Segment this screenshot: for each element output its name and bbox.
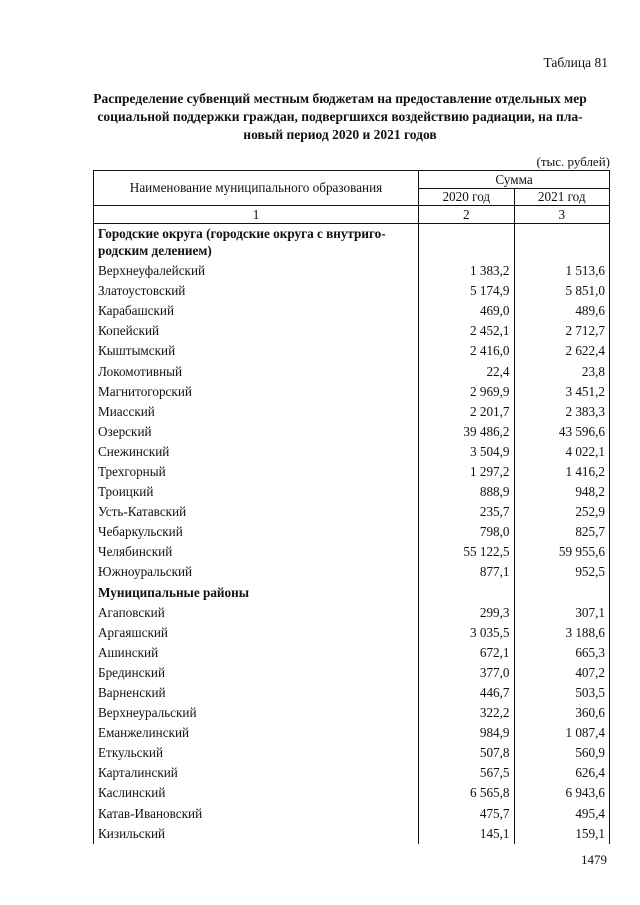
value-2021: 1 416,2 [514,462,609,482]
section-heading: Муниципальные районы [94,583,419,603]
value-2020: 2 201,7 [419,402,514,422]
value-2020: 984,9 [419,723,514,743]
title-line: новый период 2020 и 2021 годов [243,127,437,142]
value-2021: 4 022,1 [514,442,609,462]
table-row [94,603,610,623]
municipality-name: Каслинский [94,783,419,803]
value-2020: 567,5 [419,763,514,783]
value-2021: 3 188,6 [514,623,609,643]
value-2021: 2 383,3 [514,402,609,422]
subvention-table [93,170,610,844]
table-row [94,783,610,803]
table-row [94,703,610,723]
value-2021: 948,2 [514,482,609,502]
value-2020: 1 297,2 [419,462,514,482]
municipality-name: Чебаркульский [94,522,419,542]
page-number: 1479 [581,852,607,867]
table-row [94,502,610,522]
value-2021: 5 851,0 [514,281,609,301]
header-year-2021: 2021 год [514,189,609,206]
value-2020: 145,1 [419,824,514,844]
value-2020: 2 452,1 [419,321,514,341]
value-2020: 672,1 [419,643,514,663]
value-2020: 39 486,2 [419,422,514,442]
value-2020: 22,4 [419,361,514,381]
table-row [94,542,610,562]
municipality-name: Агаповский [94,603,419,623]
table-row [94,341,610,361]
value-2021: 407,2 [514,663,609,683]
value-2020: 798,0 [419,522,514,542]
value-2021: 503,5 [514,683,609,703]
municipality-name: Кыштымский [94,341,419,361]
value-2021: 6 943,6 [514,783,609,803]
value-2020: 299,3 [419,603,514,623]
table-row [94,623,610,643]
table-row [94,663,610,683]
value-2020: 6 565,8 [419,783,514,803]
value-2020: 877,1 [419,562,514,582]
section-heading-line: родским делением) [98,243,212,258]
table-row [94,824,610,844]
municipality-name: Кизильский [94,824,419,844]
value-2020: 5 174,9 [419,281,514,301]
table-row [94,804,610,824]
value-2020: 888,9 [419,482,514,502]
table-row [94,422,610,442]
value-2021: 495,4 [514,804,609,824]
value-2021: 489,6 [514,301,609,321]
table-row [94,382,610,402]
value-2021: 2 622,4 [514,341,609,361]
title-line: Распределение субвенций местным бюджетам на предоставление отдельных мер [93,91,587,106]
value-2021: 560,9 [514,743,609,763]
value-2020: 475,7 [419,804,514,824]
municipality-name: Катав-Ивановский [94,804,419,824]
section-heading [94,224,419,262]
section-heading-line: Городские округа (городские округа с внутриго- [98,226,386,241]
value-2020: 3 035,5 [419,623,514,643]
municipality-name: Троицкий [94,482,419,502]
value-2021: 1 087,4 [514,723,609,743]
column-number: 1 [94,206,419,224]
table-row [94,301,610,321]
header-name: Наименование муниципального образования [94,171,419,206]
municipality-name: Копейский [94,321,419,341]
municipality-name: Верхнеуфалейский [94,261,419,281]
municipality-name: Златоустовский [94,281,419,301]
municipality-name: Еткульский [94,743,419,763]
value-2021: 665,3 [514,643,609,663]
value-2021: 825,7 [514,522,609,542]
municipality-name: Карабашский [94,301,419,321]
column-number: 3 [514,206,609,224]
municipality-name: Миасский [94,402,419,422]
value-2020: 55 122,5 [419,542,514,562]
value-2021: 360,6 [514,703,609,723]
value-2021: 626,4 [514,763,609,783]
value-2020: 235,7 [419,502,514,522]
document-title [70,90,610,144]
value-2020: 322,2 [419,703,514,723]
value-2020: 507,8 [419,743,514,763]
municipality-name: Снежинский [94,442,419,462]
municipality-name: Еманжелинский [94,723,419,743]
municipality-name: Озерский [94,422,419,442]
value-2021: 159,1 [514,824,609,844]
value-2020: 2 969,9 [419,382,514,402]
municipality-name: Усть-Катавский [94,502,419,522]
value-2020: 3 504,9 [419,442,514,462]
municipality-name: Брединский [94,663,419,683]
table-body [94,224,610,844]
value-2021: 952,5 [514,562,609,582]
table-row [94,361,610,381]
municipality-name: Верхнеуральский [94,703,419,723]
value-2021: 252,9 [514,502,609,522]
table-row [94,763,610,783]
column-number: 2 [419,206,514,224]
municipality-name: Варненский [94,683,419,703]
value-2021: 59 955,6 [514,542,609,562]
table-header [94,171,610,224]
table-row [94,482,610,502]
value-2021: 2 712,7 [514,321,609,341]
section-row [94,224,610,262]
municipality-name: Трехгорный [94,462,419,482]
municipality-name: Локомотивный [94,361,419,381]
municipality-name: Южноуральский [94,562,419,582]
municipality-name: Челябинский [94,542,419,562]
value-2020: 469,0 [419,301,514,321]
municipality-name: Карталинский [94,763,419,783]
table-row [94,743,610,763]
value-2021: 23,8 [514,361,609,381]
table-row [94,321,610,341]
municipality-name: Ашинский [94,643,419,663]
table-row [94,723,610,743]
value-2020: 2 416,0 [419,341,514,361]
header-year-2020: 2020 год [419,189,514,206]
table-row [94,442,610,462]
table-row [94,522,610,542]
value-2020: 446,7 [419,683,514,703]
header-sum: Сумма [419,171,610,189]
municipality-name: Аргаяшский [94,623,419,643]
section-row [94,583,610,603]
value-2021: 307,1 [514,603,609,623]
value-2020: 377,0 [419,663,514,683]
value-2021: 43 596,6 [514,422,609,442]
municipality-name: Магнитогорский [94,382,419,402]
table-label: Таблица 81 [543,55,608,70]
table-row [94,683,610,703]
value-2021: 3 451,2 [514,382,609,402]
table-row [94,261,610,281]
table-row [94,562,610,582]
units-label: (тыс. рублей) [536,154,610,169]
title-line: социальной поддержки граждан, подвергшихся воздействию радиации, на пла- [97,109,583,124]
table-row [94,643,610,663]
value-2021: 1 513,6 [514,261,609,281]
value-2020: 1 383,2 [419,261,514,281]
table-row [94,281,610,301]
table-row [94,402,610,422]
table-row [94,462,610,482]
